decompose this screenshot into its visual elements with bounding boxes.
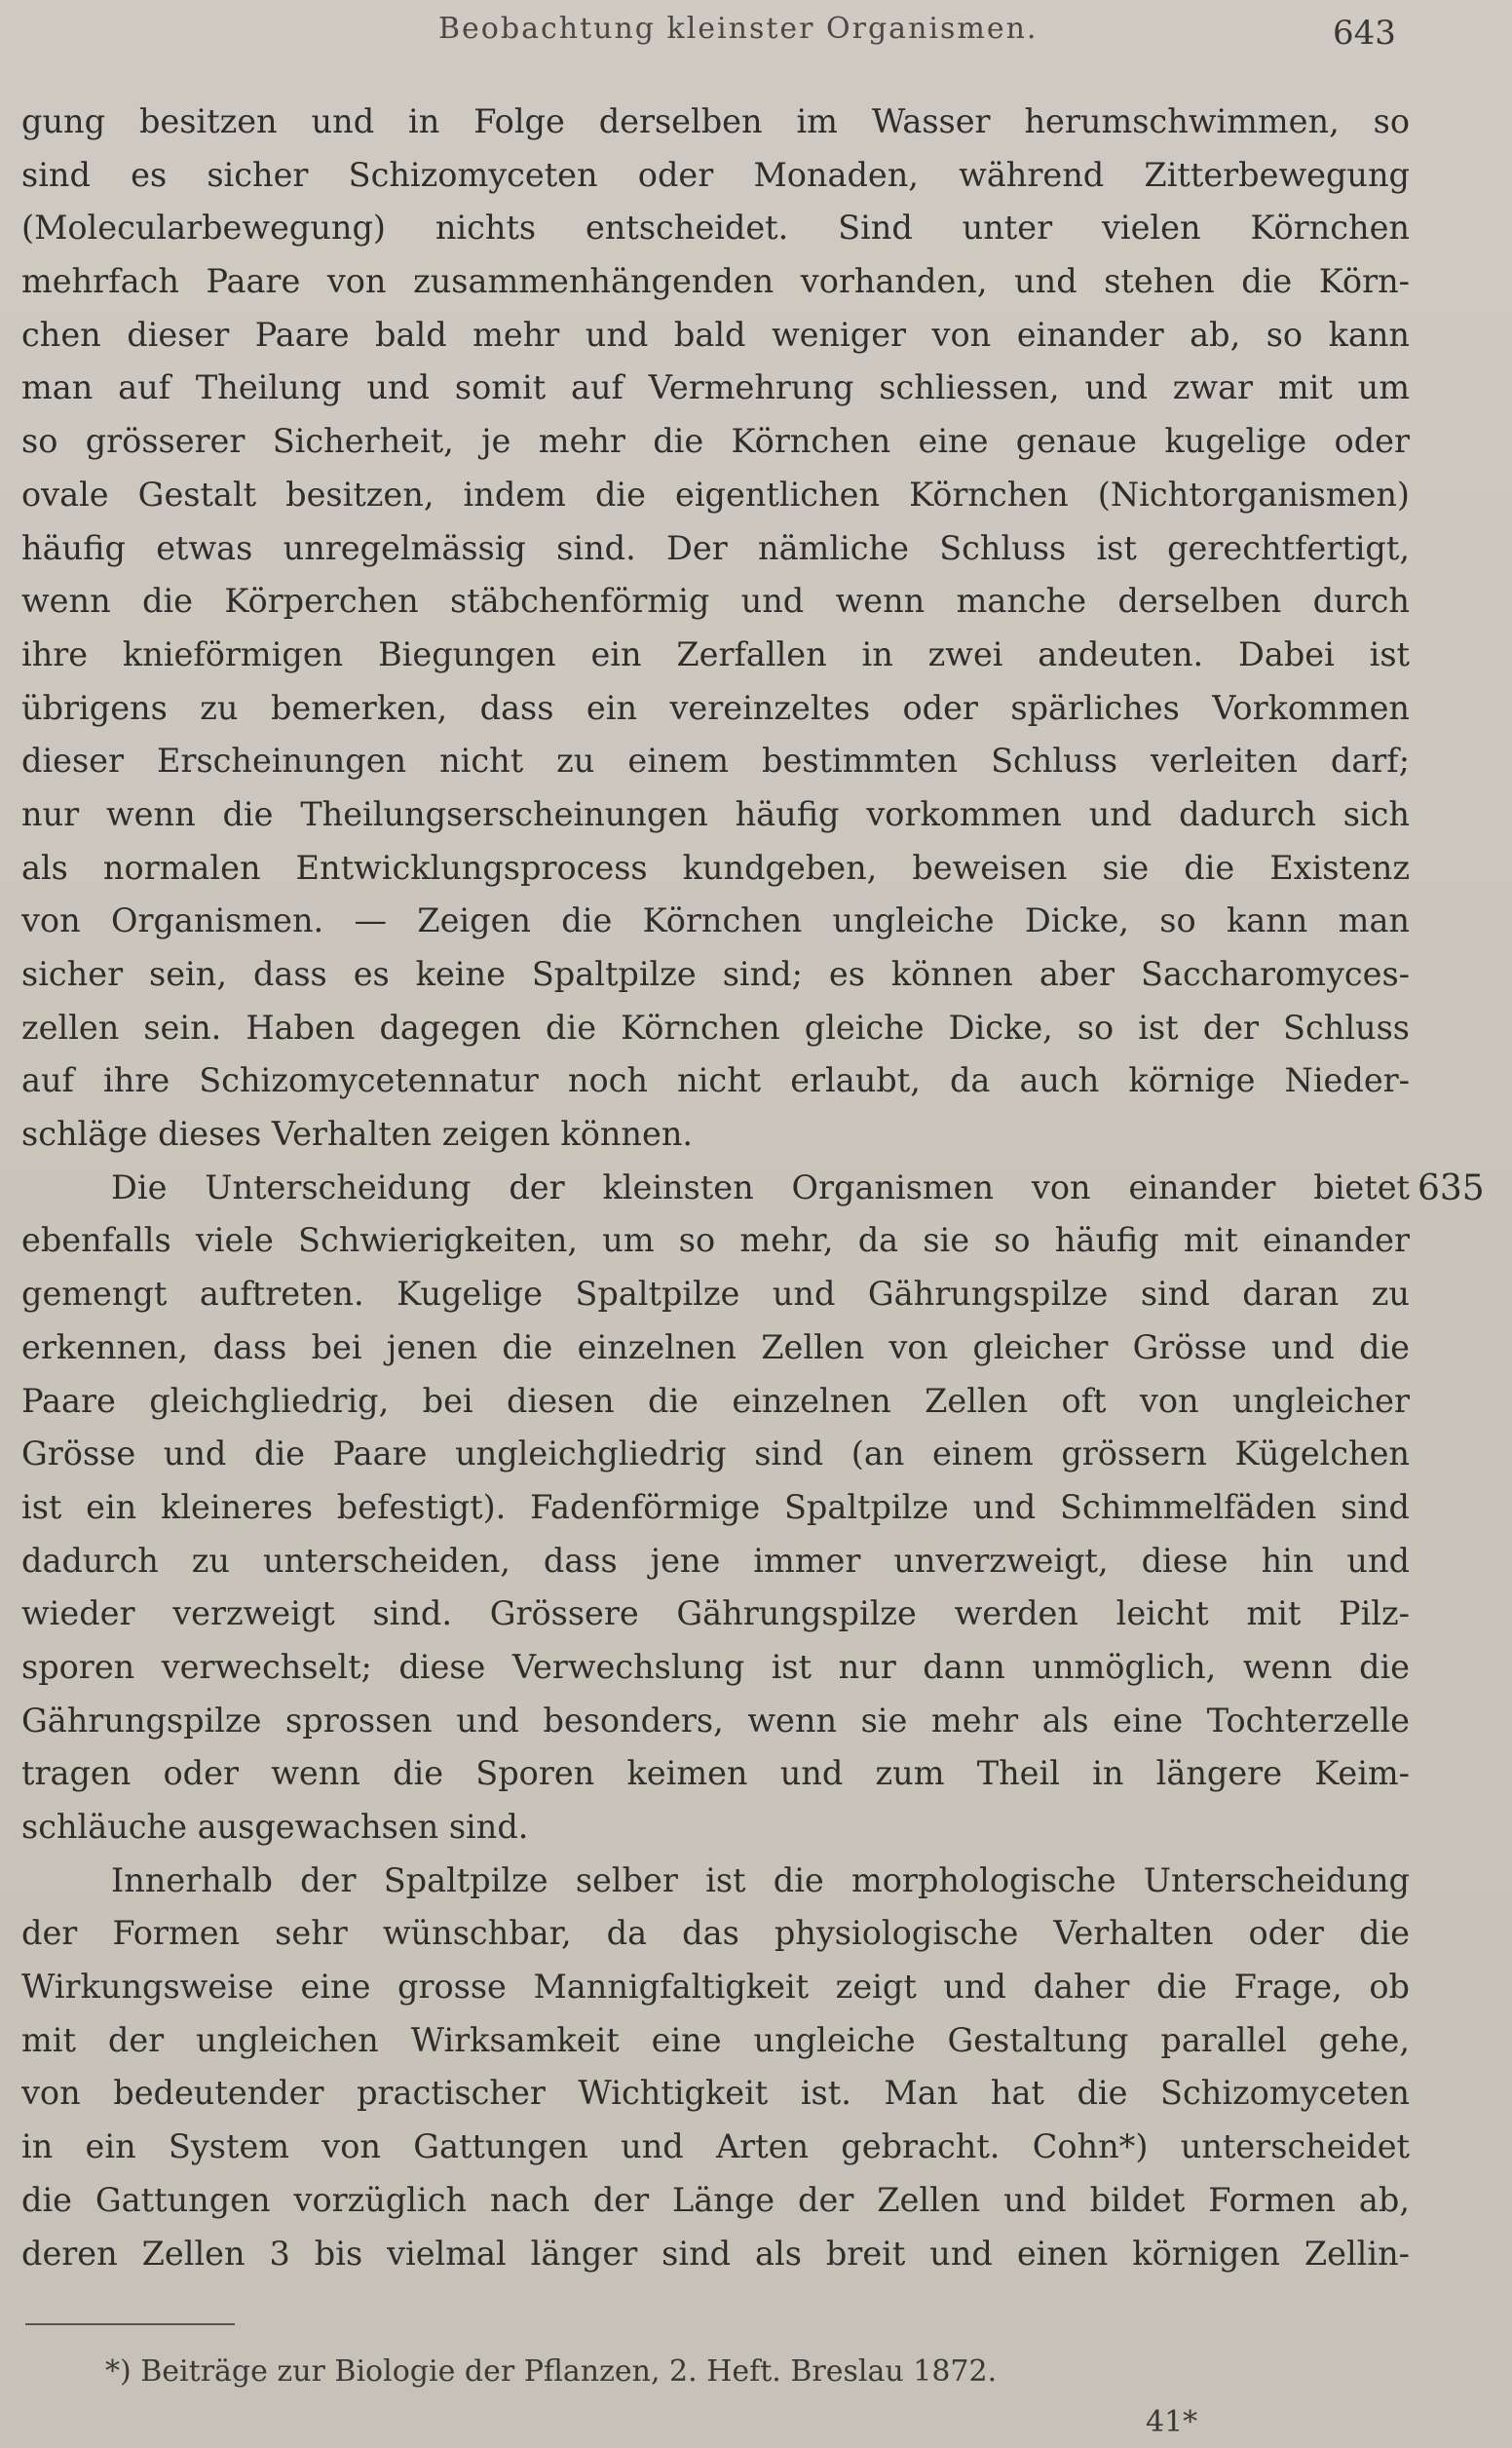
text-line-5: chen dieser Paare bald mehr und bald weniger von einander ab, so kann bbox=[21, 315, 1410, 354]
text-line-19: auf ihre Schizomycetennatur noch nicht erlaubt, da auch körnige Nieder- bbox=[21, 1061, 1410, 1100]
text-line-9: häufig etwas unregelmässig sind. Der nämliche Schluss ist gerechtfertigt, bbox=[21, 528, 1410, 567]
text-line-26: Grösse und die Paare ungleichgliedrig sind (an einem grössern Kügelchen bbox=[21, 1434, 1410, 1473]
text-line-25: Paare gleichgliedrig, bei diesen die einzelnen Zellen oft von ungleicher bbox=[21, 1381, 1410, 1420]
text-line-34: Innerhalb der Spaltpilze selber ist die morphologische Unterscheidung bbox=[111, 1860, 1410, 1899]
text-line-6: man auf Theilung und somit auf Vermehrung schliessen, und zwar mit um bbox=[21, 368, 1410, 407]
text-line-29: wieder verzweigt sind. Grössere Gährungspilze werden leicht mit Pilz- bbox=[21, 1594, 1410, 1633]
text-line-35: der Formen sehr wünschbar, da das physiologische Verhalten oder die bbox=[21, 1914, 1410, 1953]
text-line-38: von bedeutender practischer Wichtigkeit ist. Man hat die Schizomyceten bbox=[21, 2074, 1410, 2113]
text-line-15: als normalen Entwicklungsprocess kundgeben, beweisen sie die Existenz bbox=[21, 848, 1410, 887]
text-line-40: die Gattungen vorzüglich nach der Länge der Zellen und bildet Formen ab, bbox=[21, 2180, 1410, 2219]
text-line-16: von Organismen. — Zeigen die Körnchen ungleiche Dicke, so kann man bbox=[21, 901, 1410, 940]
text-line-2: sind es sicher Schizomyceten oder Monaden, während Zitterbewegung bbox=[21, 155, 1410, 194]
text-line-39: in ein System von Gattungen und Arten gebracht. Cohn*) unterscheidet bbox=[21, 2127, 1410, 2166]
text-line-27: ist ein kleineres befestigt). Fadenförmige Spaltpilze und Schimmelfäden sind bbox=[21, 1487, 1410, 1526]
text-line-36: Wirkungsweise eine grosse Mannigfaltigkeit zeigt und daher die Frage, ob bbox=[21, 1968, 1410, 2007]
margin-number: 635 bbox=[1418, 1168, 1485, 1208]
page-number: 643 bbox=[1333, 14, 1396, 53]
text-line-22: ebenfalls viele Schwierigkeiten, um so mehr, da sie so häufig mit einander bbox=[21, 1221, 1410, 1260]
signature-mark: 41* bbox=[1146, 2405, 1198, 2439]
text-line-11: ihre knieförmigen Biegungen ein Zerfallen in zwei andeuten. Dabei ist bbox=[21, 634, 1410, 673]
text-line-1: gung besitzen und in Folge derselben im Wasser herumschwimmen, so bbox=[21, 102, 1410, 140]
text-line-20: schläge dieses Verhalten zeigen können. bbox=[21, 1115, 694, 1154]
text-line-7: so grösserer Sicherheit, je mehr die Körnchen eine genaue kugelige oder bbox=[21, 422, 1410, 461]
text-line-32: tragen oder wenn die Sporen keimen und zum Theil in längere Keim- bbox=[21, 1754, 1410, 1793]
text-line-24: erkennen, dass bei jenen die einzelnen Zellen von gleicher Grösse und die bbox=[21, 1327, 1410, 1366]
text-line-37: mit der ungleichen Wirksamkeit eine ungleiche Gestaltung parallel gehe, bbox=[21, 2020, 1410, 2059]
text-line-41: deren Zellen 3 bis vielmal länger sind als breit und einen körnigen Zellin- bbox=[21, 2234, 1410, 2273]
text-line-21: Die Unterscheidung der kleinsten Organismen von einander bietet bbox=[111, 1167, 1410, 1206]
text-line-13: dieser Erscheinungen nicht zu einem bestimmten Schluss verleiten darf; bbox=[21, 742, 1410, 781]
text-line-33: schläuche ausgewachsen sind. bbox=[21, 1808, 529, 1846]
footnote-rule bbox=[25, 2323, 235, 2325]
text-line-30: sporen verwechselt; diese Verwechslung ist nur dann unmöglich, wenn die bbox=[21, 1647, 1410, 1686]
running-head bbox=[0, 10, 1512, 58]
body-text bbox=[21, 96, 1410, 2280]
text-line-10: wenn die Körperchen stäbchenförmig und wenn manche derselben durch bbox=[21, 582, 1410, 621]
text-line-4: mehrfach Paare von zusammenhängenden vorhanden, und stehen die Körn- bbox=[21, 262, 1410, 301]
text-line-18: zellen sein. Haben dagegen die Körnchen gleiche Dicke, so ist der Schluss bbox=[21, 1008, 1410, 1047]
text-line-12: übrigens zu bemerken, dass ein vereinzeltes oder spärliches Vorkommen bbox=[21, 688, 1410, 727]
text-line-14: nur wenn die Theilungserscheinungen häufig vorkommen und dadurch sich bbox=[21, 794, 1410, 833]
footnote: *) Beiträge zur Biologie der Pflanzen, 2. Heft. Breslau 1872. bbox=[105, 2354, 998, 2389]
text-line-3: (Molecularbewegung) nichts entscheidet. Sind unter vielen Körnchen bbox=[21, 209, 1410, 248]
text-line-31: Gährungspilze sprossen und besonders, wenn sie mehr als eine Tochterzelle bbox=[21, 1701, 1410, 1740]
text-line-17: sicher sein, dass es keine Spaltpilze sind; es können aber Saccharomyces- bbox=[21, 955, 1410, 993]
text-line-8: ovale Gestalt besitzen, indem die eigentlichen Körnchen (Nichtorganismen) bbox=[21, 475, 1410, 514]
text-line-28: dadurch zu unterscheiden, dass jene immer unverzweigt, diese hin und bbox=[21, 1541, 1410, 1580]
running-title: Beobachtung kleinster Organismen. bbox=[438, 12, 1039, 46]
text-line-23: gemengt auftreten. Kugelige Spaltpilze und Gährungspilze sind daran zu bbox=[21, 1275, 1410, 1314]
